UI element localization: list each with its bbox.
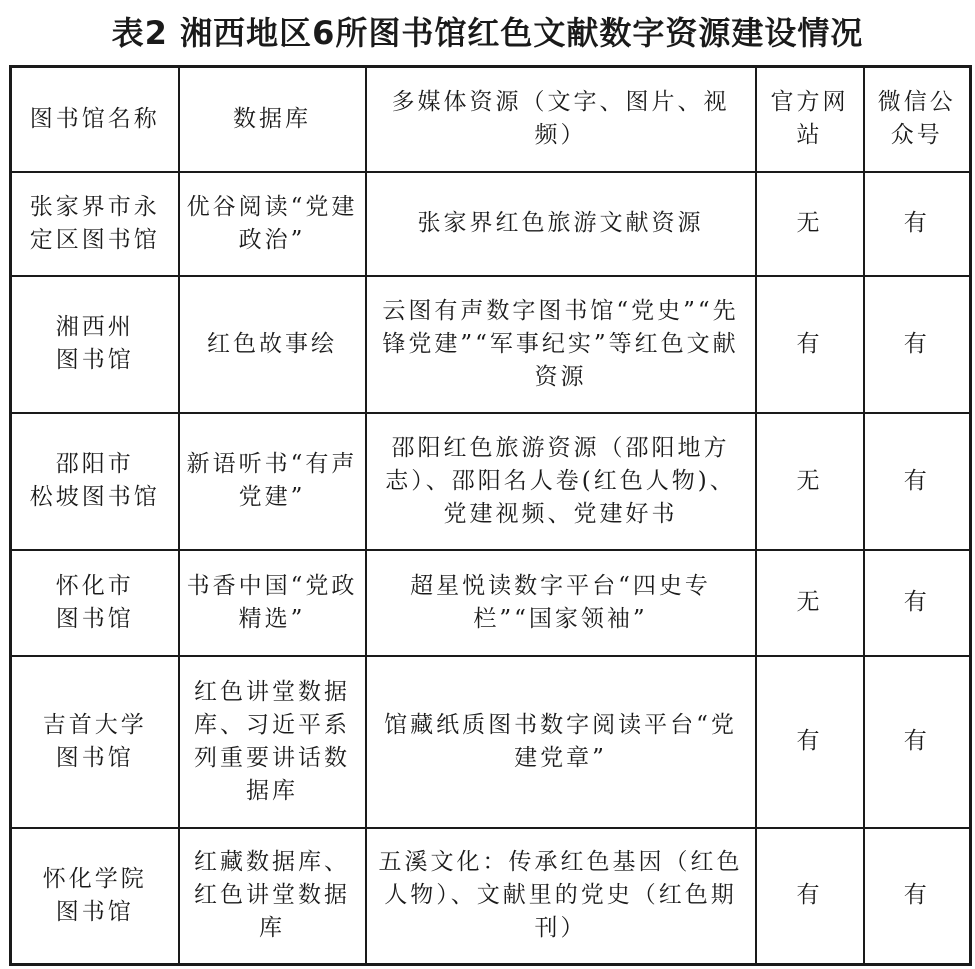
multimedia-resources: 云图有声数字图书馆“党史”“先锋党建”“军事纪实”等红色文献资源: [366, 276, 756, 413]
database-name: 红藏数据库、红色讲堂数据库: [179, 828, 366, 965]
header-library: 图书馆名称: [11, 67, 179, 172]
database-name: 红色讲堂数据库、习近平系列重要讲话数据库: [179, 656, 366, 828]
wechat-status: 有: [864, 656, 971, 828]
header-database: 数据库: [179, 67, 366, 172]
table-row: [11, 413, 971, 550]
table-row: [11, 172, 971, 276]
library-name: 湘西州 图书馆: [11, 276, 179, 413]
website-status: 有: [756, 828, 864, 965]
database-name: 优谷阅读“党建政治”: [179, 172, 366, 276]
library-name: 张家界市永定区图书馆: [11, 172, 179, 276]
table-row: [11, 828, 971, 965]
multimedia-resources: 馆藏纸质图书数字阅读平台“党建党章”: [366, 656, 756, 828]
header-website: 官方网站: [756, 67, 864, 172]
header-row: [11, 67, 971, 172]
wechat-status: 有: [864, 550, 971, 656]
multimedia-resources: 邵阳红色旅游资源（邵阳地方志）、邵阳名人卷(红色人物)、党建视频、党建好书: [366, 413, 756, 550]
database-name: 书香中国“党政精选”: [179, 550, 366, 656]
multimedia-resources: 五溪文化：传承红色基因（红色人物）、文献里的党史（红色期刊）: [366, 828, 756, 965]
database-name: 红色故事绘: [179, 276, 366, 413]
header-multimedia: 多媒体资源（文字、图片、视频）: [366, 67, 756, 172]
wechat-status: 有: [864, 276, 971, 413]
website-status: 无: [756, 172, 864, 276]
library-name: 怀化学院 图书馆: [11, 828, 179, 965]
wechat-status: 有: [864, 413, 971, 550]
wechat-status: 有: [864, 172, 971, 276]
library-name: 邵阳市 松坡图书馆: [11, 413, 179, 550]
website-status: 无: [756, 550, 864, 656]
table-row: [11, 276, 971, 413]
library-name: 怀化市 图书馆: [11, 550, 179, 656]
table-row: [11, 550, 971, 656]
multimedia-resources: 张家界红色旅游文献资源: [366, 172, 756, 276]
website-status: 有: [756, 656, 864, 828]
header-wechat: 微信公众号: [864, 67, 971, 172]
website-status: 无: [756, 413, 864, 550]
database-name: 新语听书“有声党建”: [179, 413, 366, 550]
library-name: 吉首大学 图书馆: [11, 656, 179, 828]
table-row: [11, 656, 971, 828]
website-status: 有: [756, 276, 864, 413]
library-resources-table: [9, 65, 972, 966]
wechat-status: 有: [864, 828, 971, 965]
multimedia-resources: 超星悦读数字平台“四史专栏”“国家领袖”: [366, 550, 756, 656]
table-title: 表2 湘西地区6所图书馆红色文献数字资源建设情况: [111, 14, 864, 52]
